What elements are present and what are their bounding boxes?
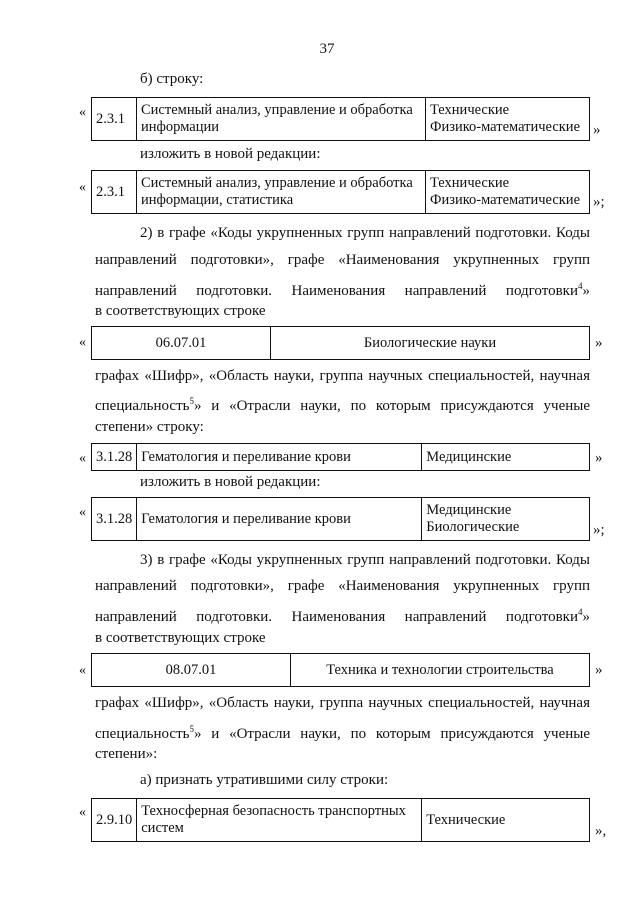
code-cell: 3.1.28 bbox=[92, 444, 137, 471]
close-quote: » bbox=[595, 335, 603, 351]
table-row-7 bbox=[91, 798, 590, 842]
code-cell: 2.9.10 bbox=[92, 799, 137, 842]
para2-line1: 2) в графе «Коды укрупненных групп направлений подготовки. Коды bbox=[140, 225, 590, 241]
izlozhit-1: изложить в новой редакции: bbox=[140, 146, 321, 162]
para3-line1: 3) в графе «Коды укрупненных групп направлений подготовки. Коды bbox=[140, 552, 590, 568]
close-quote: » bbox=[593, 122, 601, 138]
name-cell: Системный анализ, управление и обработка информации bbox=[137, 98, 426, 141]
name-cell: Биологические науки bbox=[271, 327, 590, 360]
paragraph-b-stroku: б) строку: bbox=[140, 71, 204, 87]
open-quote: « bbox=[79, 805, 86, 820]
table-row-1 bbox=[91, 97, 590, 141]
name-cell: Системный анализ, управление и обработка информации, статистика bbox=[137, 171, 426, 214]
para2-line3: направлений подготовки. Наименования направлений подготовки$^4$» bbox=[95, 281, 590, 299]
close-quote: »; bbox=[593, 522, 605, 538]
para2-line4: в соответствующих строке bbox=[95, 303, 266, 319]
code-cell: 3.1.28 bbox=[92, 498, 137, 541]
para2b-line3: степени» строку: bbox=[95, 419, 204, 435]
para2-line2: направлений подготовки», графе «Наименования укрупненных групп bbox=[95, 252, 590, 268]
para3b-line3: степени»: bbox=[95, 746, 158, 762]
para3b-line2: специальность$^5$» и «Отрасли науки, по которым присуждаются ученые bbox=[95, 724, 590, 742]
izlozhit-2: изложить в новой редакции: bbox=[140, 474, 321, 490]
table-row-3 bbox=[91, 326, 590, 360]
para3-line2: направлений подготовки», графе «Наименования укрупненных групп bbox=[95, 578, 590, 594]
name-cell: Техника и технологии строительства bbox=[291, 654, 590, 687]
code-cell: 2.3.1 bbox=[92, 98, 137, 141]
name-cell: Техносферная безопасность транспортных систем bbox=[137, 799, 422, 842]
close-quote: »; bbox=[593, 194, 605, 210]
branch-cell: Технические Физико-математические bbox=[426, 171, 590, 214]
table-row-5 bbox=[91, 497, 590, 541]
para3-line3: направлений подготовки. Наименования направлений подготовки$^4$» bbox=[95, 607, 590, 625]
table-row-4 bbox=[91, 443, 590, 471]
open-quote: « bbox=[79, 505, 86, 520]
para2b-line2: специальность$^5$» и «Отрасли науки, по которым присуждаются ученые bbox=[95, 396, 590, 414]
open-quote: « bbox=[79, 663, 86, 678]
open-quote: « bbox=[79, 180, 86, 195]
branch-cell: Технические bbox=[422, 799, 590, 842]
branch-cell: Медицинские Биологические bbox=[422, 498, 590, 541]
name-cell: Гематология и переливание крови bbox=[137, 498, 422, 541]
branch-cell: Технические Физико-математические bbox=[426, 98, 590, 141]
close-quote: » bbox=[595, 662, 603, 678]
code-cell: 2.3.1 bbox=[92, 171, 137, 214]
para2b-line1: графах «Шифр», «Область науки, группа научных специальностей, научная bbox=[95, 368, 590, 384]
table-row-2 bbox=[91, 170, 590, 214]
para3b-line1: графах «Шифр», «Область науки, группа научных специальностей, научная bbox=[95, 695, 590, 711]
close-quote: » bbox=[595, 450, 603, 466]
table-row-6 bbox=[91, 653, 590, 687]
name-cell: Гематология и переливание крови bbox=[137, 444, 422, 471]
close-quote: », bbox=[595, 823, 607, 839]
page-number: 37 bbox=[319, 41, 335, 57]
open-quote: « bbox=[79, 105, 86, 120]
paragraph-a: а) признать утратившими силу строки: bbox=[140, 772, 389, 788]
branch-cell: Медицинские bbox=[422, 444, 590, 471]
open-quote: « bbox=[79, 335, 86, 350]
para3-line4: в соответствующих строке bbox=[95, 630, 266, 646]
open-quote: « bbox=[79, 451, 86, 466]
code-cell: 06.07.01 bbox=[92, 327, 271, 360]
code-cell: 08.07.01 bbox=[92, 654, 291, 687]
